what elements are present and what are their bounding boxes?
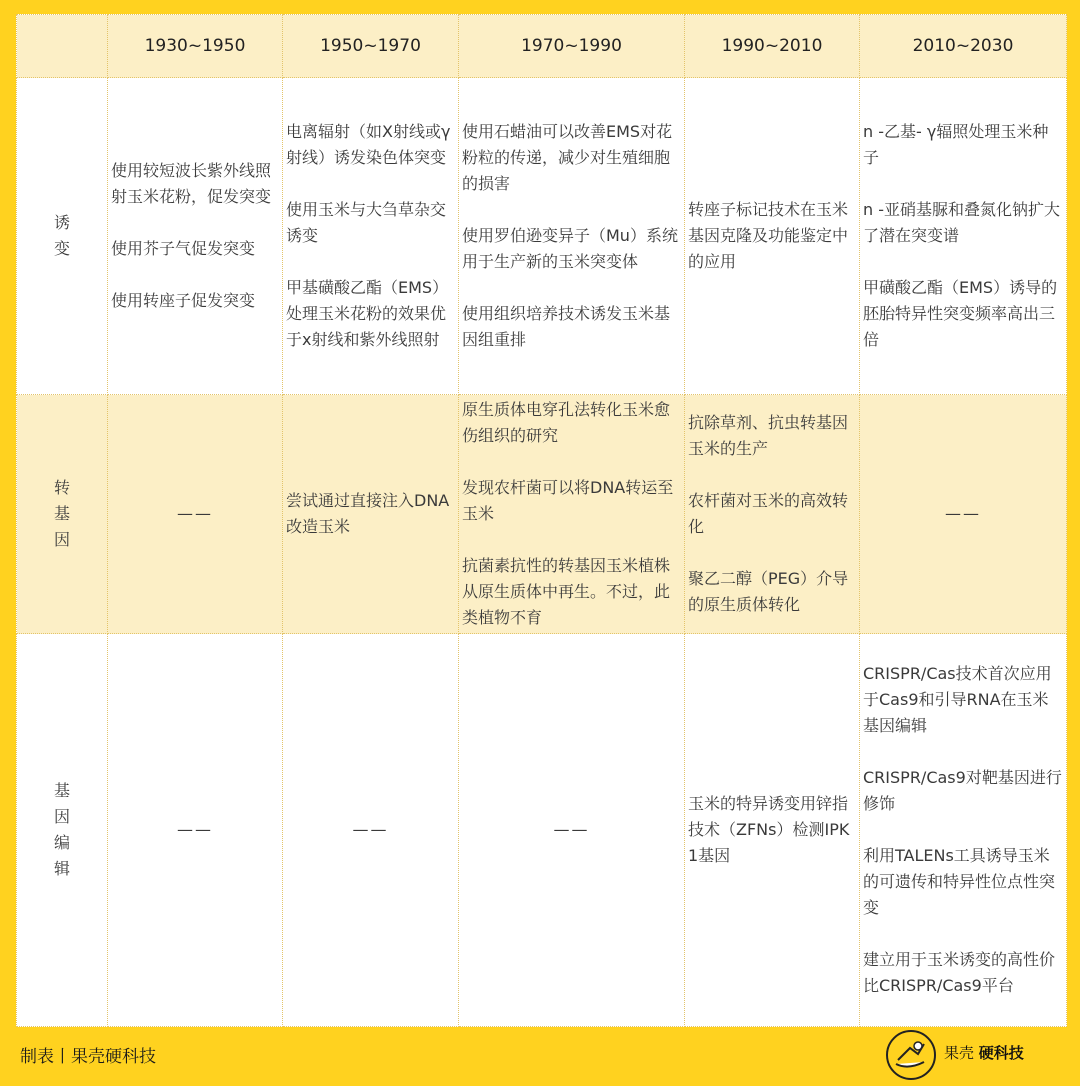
cell-text: 尝试通过直接注入DNA改造玉米: [286, 491, 450, 536]
table-cell: [685, 634, 860, 1027]
table-cell: [283, 78, 459, 395]
category-char: 编: [53, 833, 70, 852]
cell-text: 原生质体电穿孔法转化玉米愈伤组织的研究: [462, 400, 671, 445]
cell-text: 建立用于玉米诱变的高性价比CRISPR/Cas9平台: [863, 950, 1056, 995]
cell-text: 利用TALENs工具诱导玉米的可遗传和特异性位点性突变: [863, 846, 1056, 917]
table-cell: [685, 395, 860, 634]
cell-text: 使用较短波长紫外线照射玉米花粉，促发突变: [111, 161, 272, 206]
cell-text: 使用石蜡油可以改善EMS对花粉粒的传递，减少对生殖细胞的损害: [462, 122, 673, 193]
cell-text: 甲基磺酸乙酯（EMS）处理玉米花粉的效果优于x射线和紫外线照射: [286, 278, 449, 349]
cell-text: 抗除草剂、抗虫转基因玉米的生产: [688, 413, 849, 458]
row-transgenic: [17, 395, 1067, 634]
header-row: [17, 15, 1067, 78]
timeline-table: [16, 14, 1067, 1027]
table-cell: [860, 634, 1067, 1027]
cell-text: CRISPR/Cas9对靶基因进行修饰: [863, 768, 1062, 813]
logo-text-part1: 果壳: [944, 1044, 975, 1062]
cell-text: 玉米的特异诱变用锌指技术（ZFNs）检测IPK1基因: [688, 794, 850, 865]
cell-text: n -乙基- γ辐照处理玉米种子: [863, 122, 1049, 167]
cell-text: 抗菌素抗性的转基因玉米植株从原生质体中再生。不过，此类植物不育: [462, 556, 671, 627]
category-char: 基: [53, 781, 70, 800]
cell-text: 甲磺酸乙酯（EMS）诱导的胚胎特异性突变频率高出三倍: [863, 278, 1058, 349]
header-period: 1950~1970: [283, 15, 459, 78]
cell-text: 聚乙二醇（PEG）介导的原生质体转化: [688, 569, 849, 614]
header-period: 1970~1990: [459, 15, 685, 78]
logo-text-part2: 硬科技: [978, 1044, 1024, 1062]
empty-cell-dash: ——: [283, 634, 459, 1027]
empty-cell-dash: ——: [459, 634, 685, 1027]
category-char: 变: [53, 239, 70, 258]
cell-text: 农杆菌对玉米的高效转化: [688, 491, 849, 536]
row-mutagenesis: [17, 78, 1067, 395]
header-period: 1930~1950: [108, 15, 283, 78]
header-period: 1990~2010: [685, 15, 860, 78]
table-credit: 制表丨果壳硬科技: [20, 1047, 156, 1067]
cell-text: 发现农杆菌可以将DNA转运至玉米: [462, 478, 674, 523]
empty-cell-dash: ——: [860, 395, 1067, 634]
empty-cell-dash: ——: [108, 395, 283, 634]
cell-text: 使用罗伯逊变异子（Mu）系统用于生产新的玉米突变体: [462, 226, 678, 271]
cell-text: CRISPR/Cas技术首次应用于Cas9和引导RNA在玉米基因编辑: [863, 664, 1052, 735]
table-cell: [108, 78, 283, 395]
logo-emblem-icon: [886, 1030, 936, 1080]
cell-text: 使用芥子气促发突变: [111, 239, 256, 258]
table-cell: [860, 78, 1067, 395]
brand-logo: [886, 1028, 1036, 1082]
table-cell: [459, 78, 685, 395]
cell-text: n -亚硝基脲和叠氮化钠扩大了潜在突变谱: [863, 200, 1061, 245]
cell-text: 使用转座子促发突变: [111, 291, 256, 310]
cell-text: 电离辐射（如X射线或γ射线）诱发染色体突变: [286, 122, 451, 167]
empty-cell-dash: ——: [108, 634, 283, 1027]
category-char: 因: [53, 530, 70, 549]
category-char: 基: [53, 504, 70, 523]
table-cell: [283, 395, 459, 634]
category-char: 因: [53, 807, 70, 826]
category-label: [17, 634, 108, 1027]
category-char: 诱: [53, 213, 70, 232]
header-corner: [17, 15, 108, 78]
cell-text: 使用玉米与大刍草杂交诱变: [286, 200, 447, 245]
header-period: 2010~2030: [860, 15, 1067, 78]
row-gene-editing: [17, 634, 1067, 1027]
category-label: [17, 78, 108, 395]
table-cell: [459, 395, 685, 634]
category-char: 转: [53, 478, 70, 497]
table-cell: [685, 78, 860, 395]
category-label: [17, 395, 108, 634]
category-char: 辑: [53, 859, 70, 878]
logo-text: [944, 1042, 1024, 1063]
cell-text: 转座子标记技术在玉米基因克隆及功能鉴定中的应用: [688, 200, 849, 271]
cell-text: 使用组织培养技术诱发玉米基因组重排: [462, 304, 671, 349]
